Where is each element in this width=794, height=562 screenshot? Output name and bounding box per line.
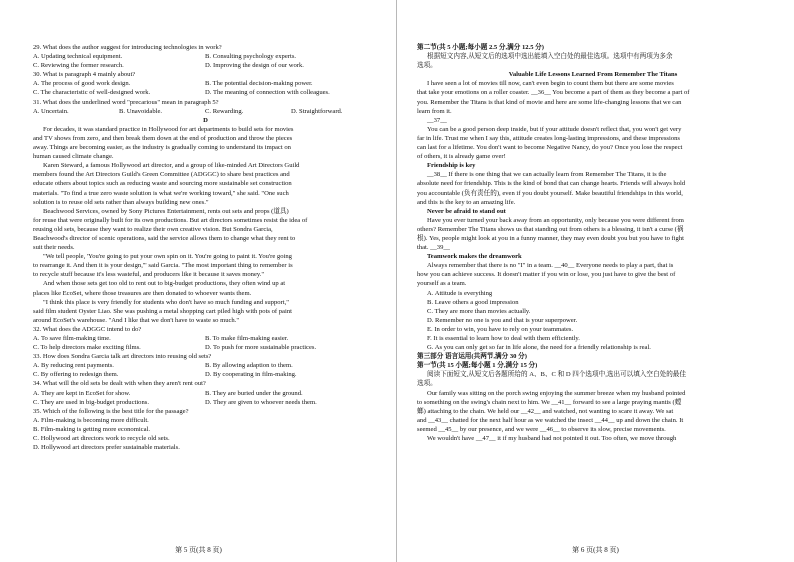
passage-line: others? Remember The Titans shows us that standing out from others is a blessing, it isn't a curse (祸	[417, 225, 684, 233]
passage-line: Beachwood's director of scenic operations, said the service allows them to change what they rent to	[33, 234, 296, 242]
heading-friendship: Friendship is key	[427, 162, 476, 170]
passage-line: and TV shows from zero, and then break them down at the end of production and throw the pieces	[33, 134, 293, 142]
q29-option-a: A. Updating technical equipment.	[33, 53, 123, 61]
q33-stem: 33. How does Sondra Garcia talk art directors into reusing old sets?	[33, 353, 212, 361]
q30-option-c: C. The characteristic of well-designed work.	[33, 89, 151, 97]
passage-line: to rearrange it. And then it is your design,'" said Garcia. "The most important thing to remember is	[33, 262, 293, 270]
q31-option-b: B. Unavoidable.	[119, 107, 163, 115]
passage-line: far in life. Trust me when I say this, attitude creates long-lasting impressions, and these impressions	[417, 134, 680, 142]
cloze-instructions-line1: 阅读下面短文,从短文后各题所给的 A、B、C 和 D 四个选项中,选出可以填入空白处的最佳	[427, 371, 686, 379]
cloze-line: to something on the swing's chain next to him. We __41__ forward to see a large praying mantis (螳	[417, 398, 682, 406]
passage-line: __37__	[427, 116, 447, 124]
q31-option-c: C. Rewarding.	[205, 107, 244, 115]
option-c: C. They are more than movies actually.	[427, 307, 531, 315]
q33-option-a: A. By reducing rent payments.	[33, 362, 114, 370]
option-b: B. Leave others a good impression	[427, 298, 519, 306]
passage-line: members found the Art Directors Guild's Green Committee (ADGGC) to share best practices and	[33, 171, 290, 179]
section-header: 第二节(共 5 小题;每小题 2.5 分,满分 12.5 分)	[417, 44, 544, 51]
q34-options-row1	[33, 389, 378, 398]
q32-stem: 32. What does the ADGGC intend to do?	[33, 325, 142, 333]
q35-option-d: D. Hollywood art directors prefer sustainable materials.	[33, 444, 180, 452]
q30-option-a: A. The process of good work design.	[33, 80, 131, 88]
q34-option-b: B. They are buried under the ground.	[205, 389, 303, 397]
q34-option-c: C. They are used in big-budget productions.	[33, 398, 149, 406]
q34-stem: 34. What will the old sets be dealt with when they aren't rent out?	[33, 380, 206, 388]
cloze-line: 螂) attaching to the chain. We held our __42__ and watched, not wanting to scare it away. We sat	[417, 407, 674, 415]
q31-stem: 31. What does the underlined word "precarious" mean in paragraph 5?	[33, 98, 219, 106]
passage-line: of others, it is already game over!	[417, 153, 506, 161]
q30-option-b: B. The potential decision-making power.	[205, 80, 313, 88]
instructions-line2: 选项。	[417, 62, 437, 70]
passage-line: "I think this place is very friendly for students who don't have so much funding and support,"	[43, 298, 289, 306]
option-e: E. In order to win, you have to rely on your teammates.	[427, 325, 574, 333]
q29-option-d: D. Improving the design of our work.	[205, 62, 304, 70]
q33-option-c: C. By offering to redesign them.	[33, 371, 119, 379]
option-g: G. As you can only get so far in life alone, the need for a friendly relationship is real.	[427, 344, 651, 352]
passage-line: and this is the key to an amazing life.	[417, 198, 516, 206]
passage-paragraph-3	[417, 216, 769, 252]
cloze-instructions-line2: 选项。	[417, 380, 437, 388]
left-column	[33, 43, 378, 452]
q30-options-row1	[33, 79, 378, 88]
passage-line: And when those sets get too old to rent out to big-budget productions, they often wind up at	[43, 280, 286, 288]
passage-line: away. Things are becoming easier, as the industry is gradually coming to understand its impact on	[33, 144, 291, 152]
page-footer-left: 第 5 页(共 8 页)	[175, 546, 222, 554]
q33-options-row2	[33, 370, 378, 379]
q30-option-d: D. The meaning of connection with colleagues.	[205, 89, 330, 97]
q33-option-b: B. By allowing adaption to them.	[205, 362, 293, 370]
passage-line: Always remember that there is no "I" in a team. __40__ Everyone needs to play a part, that is	[427, 262, 674, 270]
q32-options-row2	[33, 343, 378, 352]
cloze-line: and __43__ chatted for the next half hour as we watched the insect __44__ up and down the chain. It	[417, 416, 684, 424]
passage-line: that take your emotions on a roller coaster. __36__ You become a part of them as they become a part of	[417, 89, 690, 97]
passage-line: Have you ever turned your back away from an opportunity, only because you were different from	[427, 216, 684, 224]
option-d: D. Remember no one is you and that is your superpower.	[427, 316, 578, 324]
q35-option-a: A. Film-making is becoming more difficult.	[33, 416, 149, 424]
passage-line: I have seen a lot of movies till now, can't even begin to count them but there are some movies	[427, 80, 674, 88]
passage-line: for reuse that were originally built for its own productions. But art directors sometimes resist the idea of	[33, 216, 308, 224]
cloze-passage	[417, 389, 769, 444]
passage-line: around EcoSet's warehouse. "And I like that we don't have to waste so much."	[33, 316, 240, 324]
passage-line: suit their needs.	[33, 244, 75, 252]
q32-options-row1	[33, 334, 378, 343]
q35-stem: 35. Which of the following is the best title for the passage?	[33, 407, 189, 415]
passage-line: solution is to reuse old sets rather than always building new ones."	[33, 198, 209, 206]
q31-option-a: A. Uncertain.	[33, 107, 69, 115]
passage-line: Karen Steward, a famous Hollywood art director, and a group of like-minded Art Directors Guild	[43, 162, 300, 170]
passage-line: you. Remember the Titans is that kind of movie and here are some life-changing lessons that we can	[417, 98, 682, 106]
q34-options-row2	[33, 398, 378, 407]
passage-line: "We tell people, 'You're going to put your own spin on it. You're going to paint it. You're going	[43, 253, 292, 261]
q29-option-b: B. Consulting psychology experts.	[205, 53, 297, 61]
q29-options-row2	[33, 61, 378, 70]
passage-line: educate others about topics such as reducing waste and sourcing more sustainable set construction	[33, 180, 292, 188]
passage-line: __38__ If there is one thing that we can actually learn from Remember The Titans, it is the	[427, 171, 667, 179]
q32-option-a: A. To save film-making time.	[33, 335, 111, 342]
q30-stem: 30. What is paragraph 4 mainly about?	[33, 71, 136, 79]
q34-option-a: A. They are kept in EcoSet for show.	[33, 389, 131, 397]
cloze-line: We wouldn't have __47__ it if my husband had not pointed it out. Too often, we move through	[427, 435, 677, 443]
page-footer-right: 第 6 页(共 8 页)	[572, 546, 619, 554]
option-a: A. Attitude is everything	[427, 289, 493, 297]
q35-option-b: B. Film-making is getting more economical.	[33, 425, 151, 433]
passage-line: materials. "To find a true zero waste solution is what we're working toward," she said. "One such	[33, 189, 289, 197]
q29-options-row1	[33, 52, 378, 61]
passage-d	[33, 125, 378, 325]
passage-line: Beachwood Services, owned by Sony Pictures Entertainment, rents out sets and props (道具)	[43, 207, 289, 215]
heading-teamwork: Teamwork makes the dreamwork	[427, 253, 522, 261]
passage-line: human caused climate change.	[33, 153, 114, 161]
passage-line: absolute need for friendship. This is the kind of bond that can change hearts. Friends will always hold	[417, 180, 686, 188]
passage-line: You can be a good person deep inside, but if your attitude doesn't reflect that, you won't get very	[427, 125, 682, 133]
passage-line: For decades, it was standard practice in Hollywood for art departments to build sets for movies	[43, 125, 294, 133]
q35-option-c: C. Hollywood art directors work to recycle old sets.	[33, 435, 170, 443]
q32-option-c: C. To help directors make exciting films.	[33, 344, 141, 352]
passage-line: 根). Yes, people might look at you in a funny manner, they may even doubt you but you have to fight	[417, 234, 684, 242]
q34-option-d: D. They are given to whoever needs them.	[205, 398, 317, 406]
passage-line: said film student Oyster Liao. She was pushing a metal shopping cart piled high with pots of paint	[33, 307, 292, 315]
q33-options-row1	[33, 361, 378, 370]
q33-option-d: D. By cooperating in film-making.	[205, 371, 297, 379]
q32-option-b: B. To make film-making easier.	[205, 335, 289, 342]
passage-line: learn from it.	[417, 107, 452, 115]
passage-line: places like EcoSet, where those treasures are then donated to whoever wants them.	[33, 289, 252, 297]
part-three-header: 第三部分 语言运用(共两节,满分 30 分)	[417, 353, 527, 361]
section-d-heading: D	[203, 116, 208, 124]
passage-line: how you can achieve success. It doesn't matter if you win or lose, you just have to give the best of	[417, 271, 676, 279]
passage-line: you accountable (负有责任的), even if you doubt yourself. Make beautiful friendships in this world,	[417, 189, 683, 197]
q30-options-row2	[33, 88, 378, 97]
passage-line: that. __39__	[417, 244, 450, 252]
passage-line: can last for a lifetime. You don't want to become Negative Nancy, do you? Once you lose the respect	[417, 144, 683, 152]
passage-line: to recycle stuff because it's less wasteful, and producers like it because it saves money."	[33, 271, 265, 279]
passage-paragraph-1	[417, 79, 769, 161]
passage-paragraph-2	[417, 170, 769, 206]
cloze-line: Our family was sitting on the porch swing enjoying the summer breeze when my husband pointed	[427, 389, 686, 397]
cloze-line: seemed __45__ by our presence, and we were __46__ to observe its slow, precise movements.	[417, 425, 666, 433]
instructions-line1: 根据短文内容,从短文后的选项中选出能填入空白处的最佳选项。选项中有两项为多余	[427, 53, 673, 61]
part-three-section-one: 第一节(共 15 小题;每小题 1 分,满分 15 分)	[417, 362, 538, 370]
passage-paragraph-4	[417, 261, 769, 288]
q31-option-d: D. Straightforward.	[291, 107, 343, 115]
q31-options	[33, 107, 378, 116]
q29-stem: 29. What does the author suggest for introducing technologies in work?	[33, 44, 222, 51]
passage-line: yourself as a team.	[417, 280, 467, 288]
passage-title: Valuable Life Lessons Learned From Remember The Titans	[508, 71, 678, 79]
q29-option-c: C. Reviewing the former research.	[33, 62, 124, 70]
right-page	[397, 0, 794, 562]
option-f: F. It is essential to learn how to deal with them efficiently.	[427, 335, 580, 342]
right-column	[417, 43, 769, 443]
q32-option-d: D. To push for more sustainable practices.	[205, 344, 317, 352]
passage-line: reusing old sets, because they want to realize their own creative vision. But Sondra Garcia,	[33, 225, 273, 233]
heading-stand-out: Never be afraid to stand out	[427, 207, 506, 215]
